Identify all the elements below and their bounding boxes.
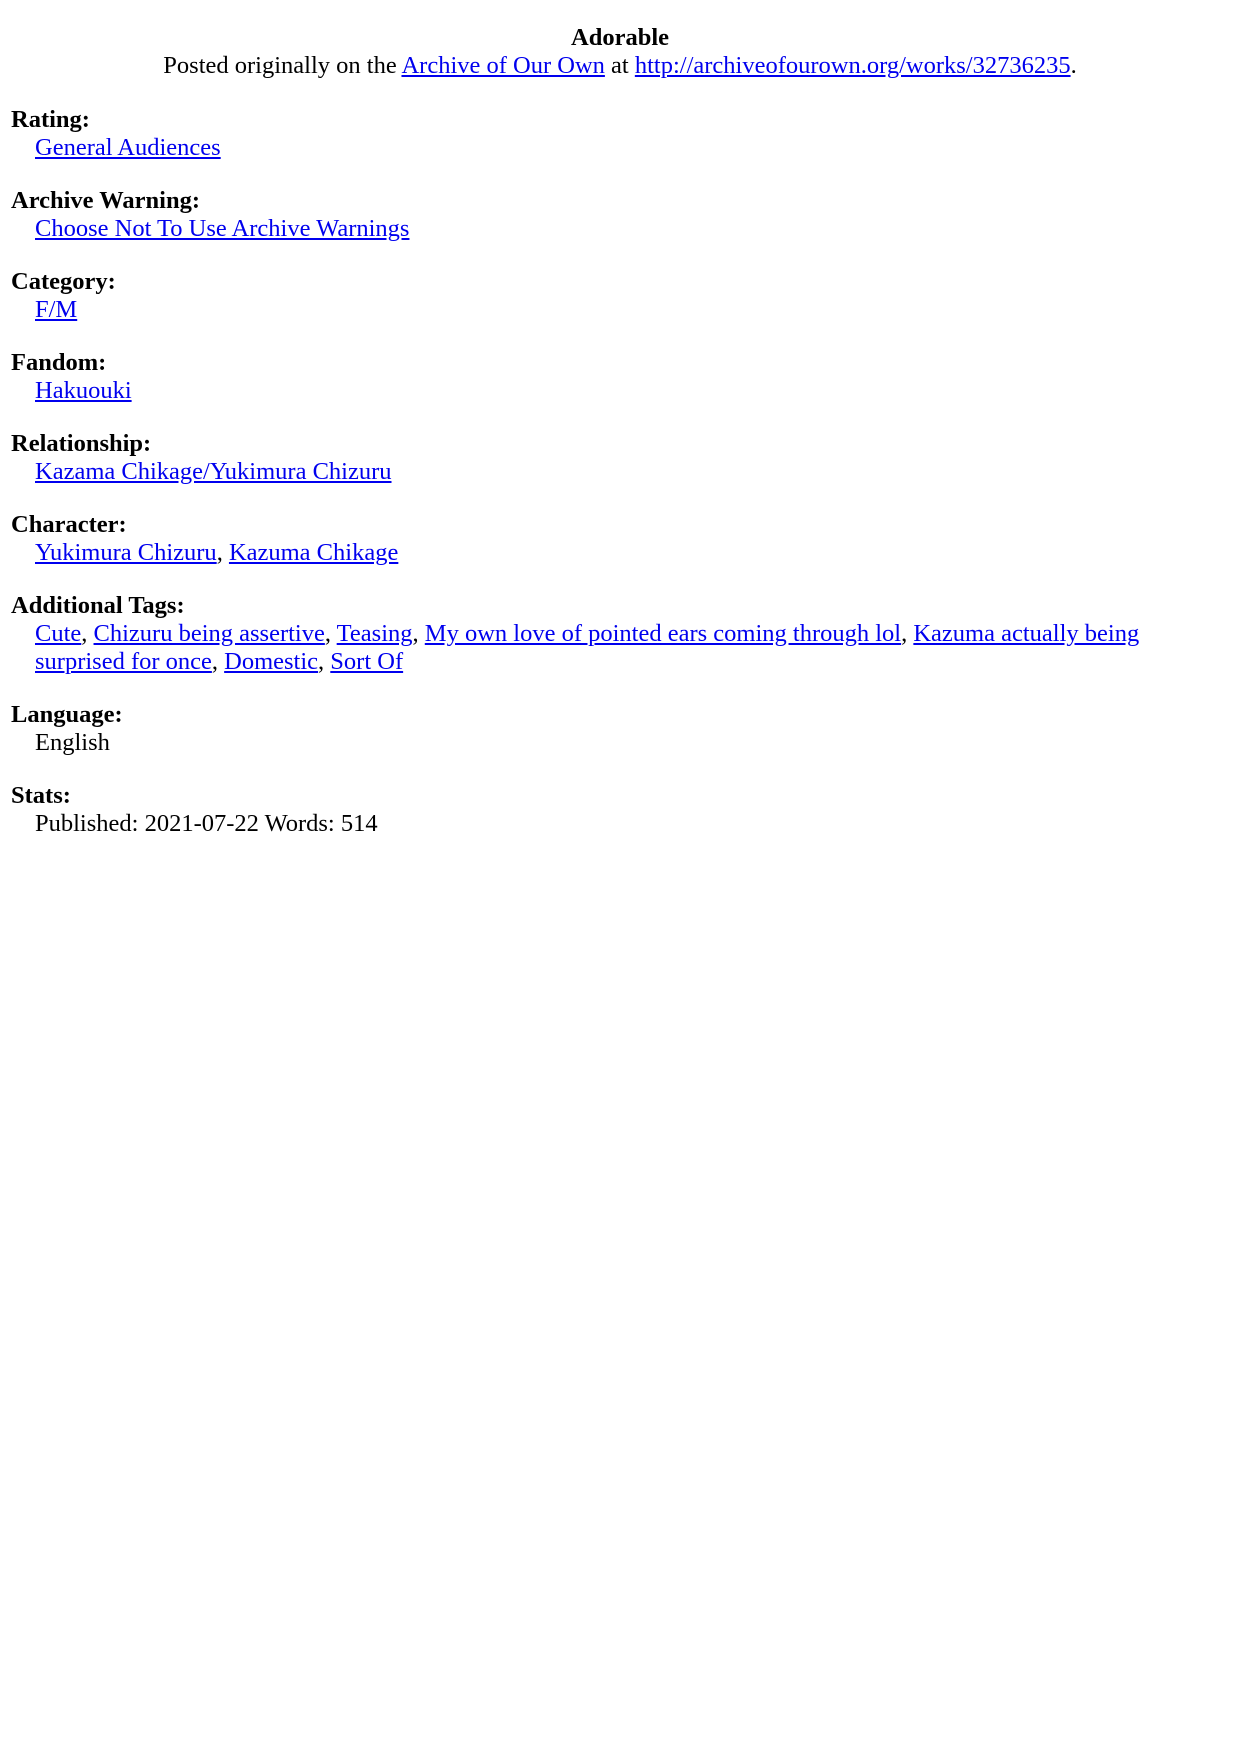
work-url-link[interactable]: http://archiveofourown.org/works/32736235 [634,52,1071,79]
tag-separator: , [81,620,94,647]
category-field [11,268,1231,324]
additional-tags-field [11,592,1231,676]
archive-warning-label: Archive Warning: [11,187,200,214]
stats-value: Published: 2021-07-22 Words: 514 [35,810,378,837]
tag-separator: , [318,648,331,675]
stats-label: Stats: [11,782,71,809]
category-label: Category: [11,268,116,295]
language-label: Language: [11,701,123,728]
language-value: English [35,729,110,756]
character-tag-link[interactable]: Yukimura Chizuru [35,539,217,566]
relationship-tag-link[interactable]: Kazama Chikage/Yukimura Chizuru [35,458,392,485]
fandom-tags [11,377,1231,405]
relationship-field [11,430,1231,486]
additional-tag-link[interactable]: Teasing [336,620,413,647]
tag-separator: , [901,620,914,647]
additional-tags-label: Additional Tags: [11,592,185,619]
category-tags [11,296,1231,324]
additional-tag-link[interactable]: Domestic [224,648,319,675]
work-title: Adorable [571,24,669,51]
character-tags [11,539,1231,567]
character-label: Character: [11,511,127,538]
character-field [11,511,1231,567]
rating-tag-link[interactable]: General Audiences [35,134,221,161]
relationship-label: Relationship: [11,430,152,457]
rating-label: Rating: [11,106,90,133]
additional-tag-link[interactable]: Sort Of [330,648,404,675]
fandom-field [11,349,1231,405]
work-header [0,24,1240,80]
archive-warning-tags [11,215,1231,243]
posted-line [0,52,1240,80]
posted-prefix: Posted originally on the [163,52,402,79]
relationship-tags [11,458,1231,486]
additional-tag-link[interactable]: My own love of pointed ears coming through lol [424,620,902,647]
rating-tags [11,134,1231,162]
additional-tags-list [11,620,1231,676]
posted-suffix: . [1070,52,1077,79]
archive-warning-field [11,187,1231,243]
archive-warning-tag-link[interactable]: Choose Not To Use Archive Warnings [35,215,410,242]
archive-link[interactable]: Archive of Our Own [401,52,605,79]
language-field [11,701,1231,757]
tag-separator: , [324,620,337,647]
posted-middle: at [604,52,635,79]
stats-field [11,782,1231,838]
additional-tag-link[interactable]: Cute [35,620,82,647]
tag-separator: , [211,648,225,675]
tag-separator: , [216,539,229,566]
additional-tag-link[interactable]: Kazuma actually being surprised for once [35,620,1140,675]
work-meta-list [11,106,1231,863]
rating-field [11,106,1231,162]
tag-separator: , [412,620,425,647]
character-tag-link[interactable]: Kazuma Chikage [228,539,399,566]
fandom-label: Fandom: [11,349,107,376]
category-tag-link[interactable]: F/M [35,296,78,323]
fandom-tag-link[interactable]: Hakuouki [35,377,132,404]
additional-tag-link[interactable]: Chizuru being assertive [93,620,325,647]
